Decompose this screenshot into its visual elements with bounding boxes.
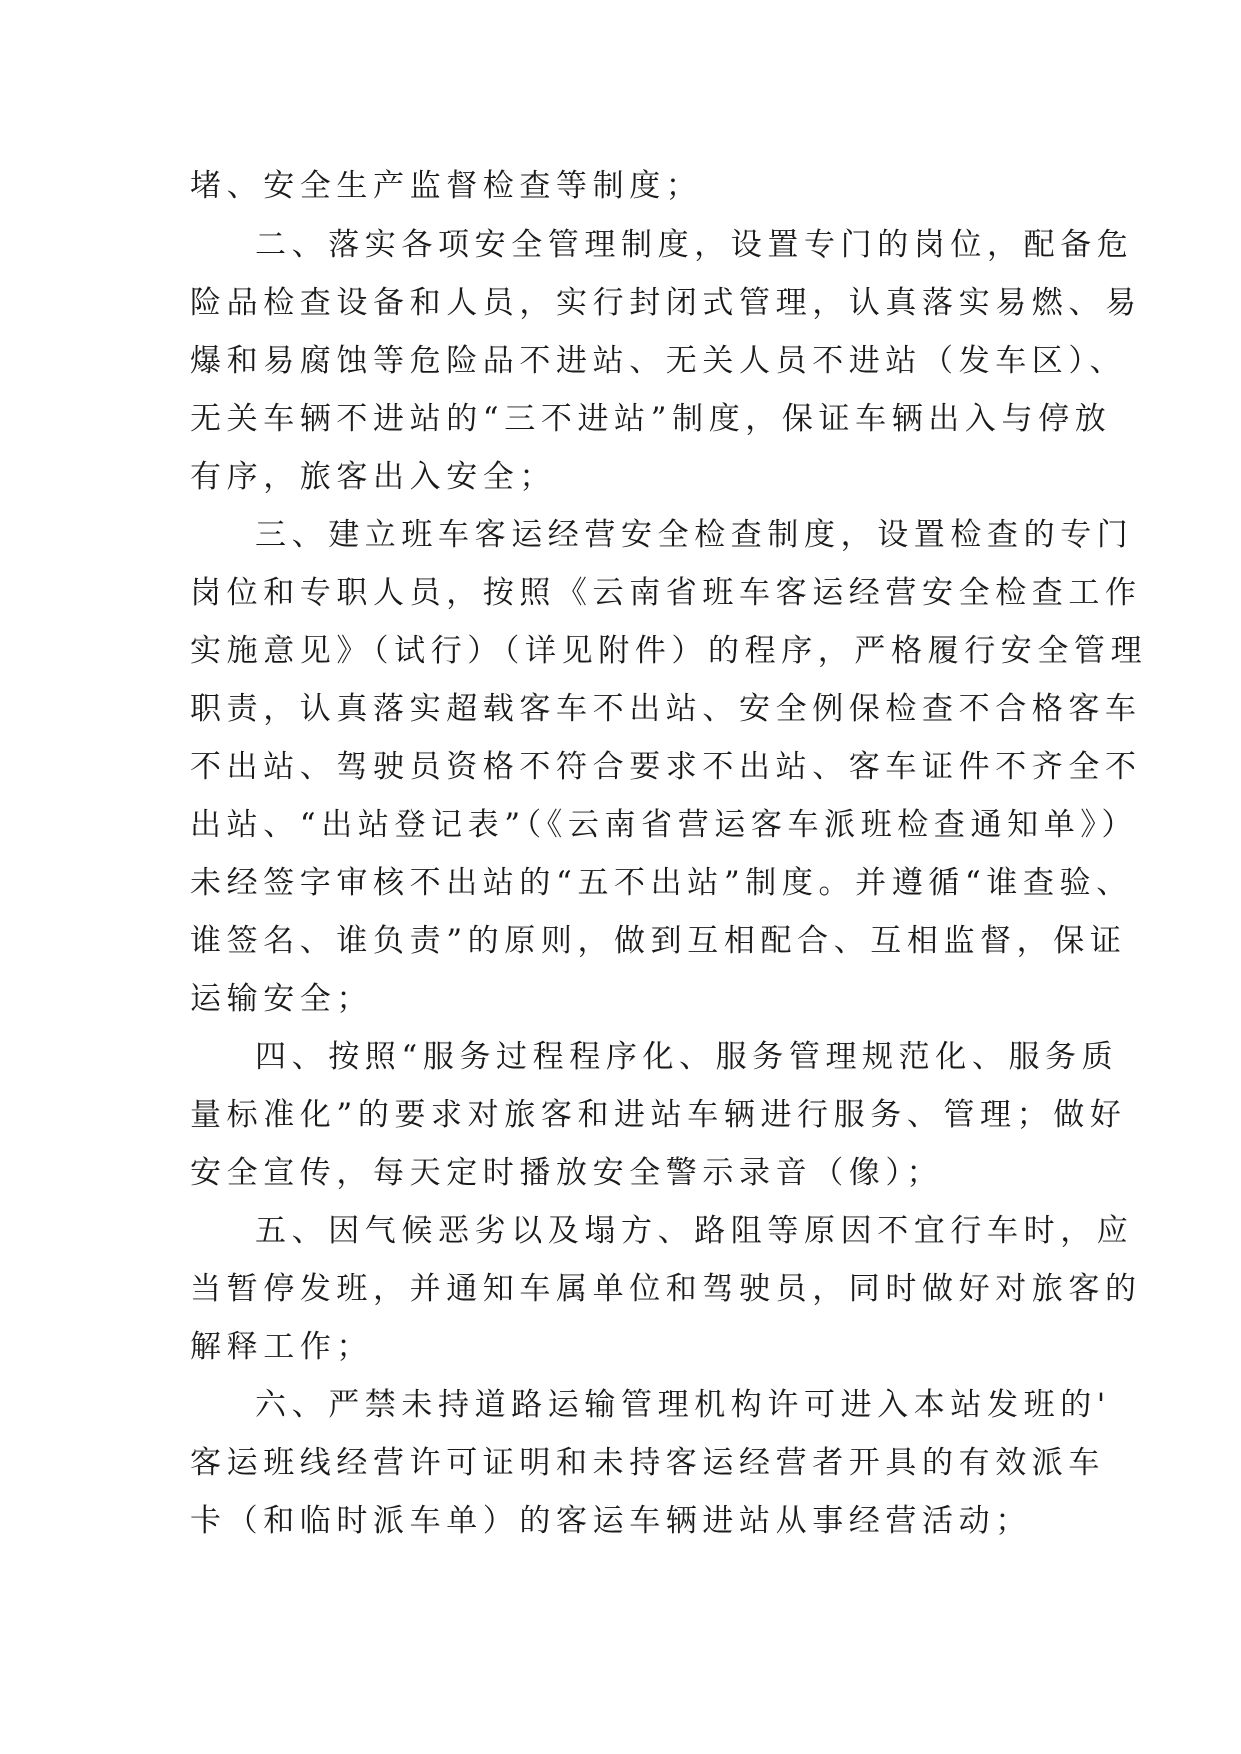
text-line: 客运班线经营许可证明和未持客运经营者开具的有效派车 [190,1445,1105,1481]
text-line: 无关车辆不进站的“三不进站”制度，保证车辆出入与停放 [190,401,1112,437]
text-line: 出站、“出站登记表”（《云南省营运客车派班检查通知单》） [190,807,1138,843]
paragraph-start-line: 二、落实各项安全管理制度，设置专门的岗位，配备危 [255,227,1134,263]
paragraph-start-line: 六、严禁未持道路运输管理机构许可进入本站发班的' [255,1387,1111,1423]
text-line: 不出站、驾驶员资格不符合要求不出站、客车证件不齐全不 [190,749,1142,785]
paragraph-start-line: 四、按照“服务过程程序化、服务管理规范化、服务质 [255,1039,1119,1075]
text-line: 解释工作； [190,1329,373,1365]
text-line: 岗位和专职人员，按照《云南省班车客运经营安全检查工作 [190,575,1142,611]
text-line: 爆和易腐蚀等危险品不进站、无关人员不进站（发车区）、 [190,343,1127,379]
text-line: 安全宣传，每天定时播放安全警示录音（像）； [190,1155,944,1191]
text-line: 堵、安全生产监督检查等制度； [190,168,703,204]
paragraph-start-line: 三、建立班车客运经营安全检查制度，设置检查的专门 [255,517,1134,553]
paragraph-start-line: 五、因气候恶劣以及塌方、路阻等原因不宜行车时，应 [255,1213,1134,1249]
text-line: 量标准化”的要求对旅客和进站车辆进行服务、管理；做好 [190,1097,1127,1133]
text-line: 未经签字审核不出站的“五不出站”制度。并遵循“谁查验、 [190,865,1133,901]
text-line: 险品检查设备和人员，实行封闭式管理，认真落实易燃、易 [190,285,1142,321]
text-line: 谁签名、谁负责”的原则，做到互相配合、互相监督，保证 [190,923,1127,959]
text-line: 有序，旅客出入安全； [190,459,556,495]
text-line: 运输安全； [190,981,373,1017]
text-line: 当暂停发班，并通知车属单位和驾驶员，同时做好对旅客的 [190,1271,1142,1307]
text-line: 职责，认真落实超载客车不出站、安全例保检查不合格客车 [190,691,1142,727]
text-line: 实施意见》（试行）（详见附件）的程序，严格履行安全管理 [190,633,1148,669]
text-line: 卡（和临时派车单）的客运车辆进站从事经营活动； [190,1503,1032,1539]
